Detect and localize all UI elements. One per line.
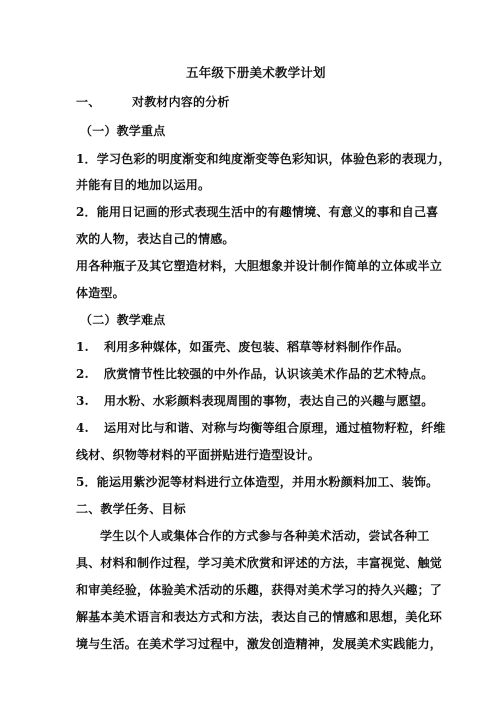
paragraph-line: 体造型。	[76, 286, 125, 300]
document-title: 五年级下册美术教学计划	[186, 65, 326, 80]
list-number: 1.	[76, 340, 89, 354]
list-item	[76, 367, 433, 381]
list-number: 3.	[76, 394, 89, 408]
paragraph-line: 和审美经验，体验美术活动的乐趣，获得对美术学习的持久兴趣；了	[76, 583, 443, 597]
paragraph-line: 解基本美术语言和表达方式和方法，表达自己的情感和思想，美化环	[76, 610, 443, 624]
paragraph-line: 用各种瓶子及其它塑造材料，大胆想象并设计制作简单的立体或半立	[76, 259, 443, 273]
paragraph-line: 欢的人物，表达自己的情感。	[76, 232, 235, 246]
subheading-key-points: （一）教学重点	[80, 124, 166, 138]
section-heading-1	[76, 95, 230, 109]
subheading-difficulties: （二）教学难点	[80, 313, 166, 327]
section-title: 对教材内容的分析	[132, 95, 230, 109]
paragraph-line: 2．能用日记画的形式表现生活中的有趣情境、有意义的事和自己喜	[76, 205, 439, 219]
list-text: 利用多种媒体，如蛋壳、废包装、稻草等材料制作作品。	[104, 340, 410, 354]
list-item	[76, 340, 409, 354]
list-item	[76, 421, 446, 435]
list-text: 用水粉、水彩颜料表现周围的事物，表达自己的兴趣与愿望。	[104, 394, 434, 408]
paragraph-line: 并能有目的地加以运用。	[76, 178, 211, 192]
paragraph-line: 1．学习色彩的明度渐变和纯度渐变等色彩知识，体验色彩的表现力，	[76, 152, 451, 166]
list-item: 5．能运用紫沙泥等材料进行立体造型，并用水粉颜料加工、装饰。	[76, 475, 439, 489]
list-number: 2.	[76, 367, 89, 381]
paragraph-line: 境与生活。在美术学习过程中，激发创造精神，发展美术实践能力，	[76, 637, 443, 651]
list-text: 欣赏情节性比较强的中外作品，认识该美术作品的艺术特点。	[104, 367, 434, 381]
paragraph-line: 线材、织物等材料的平面拼贴进行造型设计。	[76, 448, 321, 462]
list-item	[76, 394, 433, 408]
paragraph-line: 具、材料和制作过程，学习美术欣赏和评述的方法，丰富视觉、触觉	[76, 556, 443, 570]
list-number: 4.	[76, 421, 89, 435]
list-text: 运用对比与和谐、对称与均衡等组合原理，通过植物籽粒，纤维	[104, 421, 446, 435]
section-number: 一、	[76, 95, 101, 109]
paragraph-line: 学生以个人或集体合作的方式参与各种美术活动，尝试各种工	[100, 529, 430, 543]
section-heading-2: 二、教学任务、目标	[76, 502, 186, 516]
